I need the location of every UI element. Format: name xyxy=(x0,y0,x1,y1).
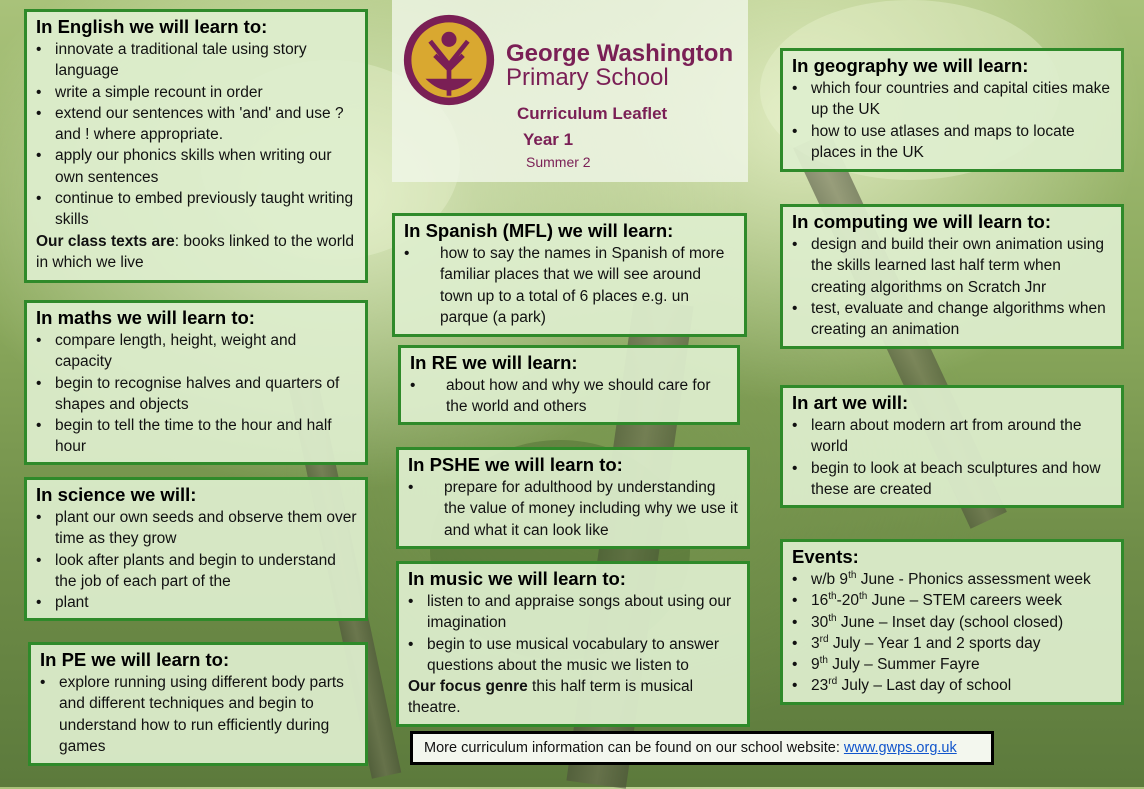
list-item: • apply our phonics skills when writing our own sentences xyxy=(36,145,357,188)
event-text: th xyxy=(848,569,857,581)
english-title: In English we will learn to: xyxy=(36,16,268,37)
spanish-title: In Spanish (MFL) we will learn: xyxy=(404,220,674,241)
school-name: George Washington xyxy=(506,40,734,67)
year-label: Year 1 xyxy=(523,130,574,149)
list-item: • plant our own seeds and observe them over time as they grow xyxy=(36,507,357,550)
maths-panel xyxy=(24,300,368,465)
event-text: 3 xyxy=(811,634,820,652)
list-item: • how to say the names in Spanish of more familiar places that we will see around town up to a total of 6 places e.g. un parque (a park) xyxy=(404,243,736,328)
list-item: • about how and why we should care for the world and others xyxy=(410,375,729,418)
list-item: • look after plants and begin to understand the job of each part of the xyxy=(36,550,357,593)
event-text: rd xyxy=(819,633,829,645)
event-text: July – Summer Fayre xyxy=(827,656,980,674)
event-text: rd xyxy=(828,676,838,688)
list-item: • extend our sentences with 'and' and use ? and ! where appropriate. xyxy=(36,103,357,146)
list-item: • test, evaluate and change algorithms when creating an animation xyxy=(792,298,1113,341)
pshe-panel xyxy=(396,447,750,549)
leaflet-title: Curriculum Leaflet xyxy=(517,104,668,123)
event-text: 23 xyxy=(811,677,829,695)
class-texts-value: : books linked to the world in which we live xyxy=(36,232,354,271)
list-item: • learn about modern art from around the world xyxy=(792,415,1113,458)
pe-panel xyxy=(28,642,368,766)
list-item: • which four countries and capital cities make up the UK xyxy=(792,78,1113,121)
list-item: • explore running using different body parts and different techniques and begin to understand how to run efficiently during games xyxy=(40,672,357,757)
event-text: th xyxy=(828,612,837,624)
event-text: 9 xyxy=(811,656,820,674)
list-item: • how to use atlases and maps to locate places in the UK xyxy=(792,121,1113,164)
class-texts xyxy=(36,231,357,274)
music-title: In music we will learn to: xyxy=(408,568,626,589)
events-panel xyxy=(780,539,1124,705)
event-text: June – STEM careers week xyxy=(867,592,1063,610)
list-item: • design and build their own animation using the skills learned last half term when creating algorithms on Scratch Jnr xyxy=(792,234,1113,298)
list-item: • prepare for adulthood by understanding the value of money including why we use it and what it can look like xyxy=(408,477,739,541)
computing-title: In computing we will learn to: xyxy=(792,211,1052,232)
school-website-link[interactable]: www.gwps.org.uk xyxy=(843,740,957,756)
footer-text: More curriculum information can be found on our school website: xyxy=(424,740,844,756)
event-text: w/b 9 xyxy=(811,571,849,588)
geography-panel xyxy=(780,48,1124,172)
event-text: 30 xyxy=(811,613,829,631)
focus-genre-value: this half term is musical theatre. xyxy=(408,678,694,717)
english-panel xyxy=(24,9,368,283)
event-text: June – Inset day (school closed) xyxy=(836,613,1064,631)
event-item xyxy=(792,654,1113,675)
list-item: • begin to look at beach sculptures and how these are created xyxy=(792,458,1113,501)
leaflet-header xyxy=(392,0,748,182)
event-item xyxy=(792,590,1113,611)
event-item xyxy=(792,569,1113,590)
event-item xyxy=(792,633,1113,654)
event-item xyxy=(792,612,1113,633)
art-title: In art we will: xyxy=(792,392,909,413)
event-text: July – Year 1 and 2 sports day xyxy=(828,634,1041,652)
geography-title: In geography we will learn: xyxy=(792,55,1029,76)
maths-title: In maths we will learn to: xyxy=(36,307,255,328)
school-logo xyxy=(402,13,496,107)
list-item: • listen to and appraise songs about using our imagination xyxy=(408,591,739,634)
event-text: June - Phonics assessment week xyxy=(856,571,1091,588)
event-text: July – Last day of school xyxy=(837,677,1012,695)
science-title: In science we will: xyxy=(36,484,197,505)
event-text: th xyxy=(859,591,868,603)
list-item: • continue to embed previously taught writing skills xyxy=(36,188,357,231)
website-footer xyxy=(410,731,994,765)
list-item: • compare length, height, weight and capacity xyxy=(36,330,357,373)
event-item xyxy=(792,675,1113,696)
term-label: Summer 2 xyxy=(526,154,591,170)
class-texts-label: Our class texts are xyxy=(36,232,175,250)
event-text: th xyxy=(819,655,828,667)
list-item: • begin to tell the time to the hour and half hour xyxy=(36,415,357,458)
list-item: • innovate a traditional tale using story language xyxy=(36,39,357,82)
event-text: 16 xyxy=(811,592,829,610)
re-panel xyxy=(398,345,740,425)
school-name-sub: Primary School xyxy=(506,64,669,91)
re-title: In RE we will learn: xyxy=(410,352,578,373)
art-panel xyxy=(780,385,1124,508)
list-item: • begin to use musical vocabulary to answer questions about the music we listen to xyxy=(408,634,739,677)
list-item: • write a simple recount in order xyxy=(36,82,357,103)
science-panel xyxy=(24,477,368,621)
focus-genre-label: Our focus genre xyxy=(408,678,528,696)
computing-panel xyxy=(780,204,1124,349)
music-panel xyxy=(396,561,750,727)
spanish-panel xyxy=(392,213,747,337)
pe-title: In PE we will learn to: xyxy=(40,649,230,670)
list-item: • begin to recognise halves and quarters of shapes and objects xyxy=(36,373,357,416)
list-item: • plant xyxy=(36,592,357,613)
events-title: Events: xyxy=(792,546,859,567)
pshe-title: In PSHE we will learn to: xyxy=(408,454,623,475)
event-text: th xyxy=(828,591,837,603)
focus-genre xyxy=(408,676,739,719)
event-text: -20 xyxy=(836,592,859,610)
